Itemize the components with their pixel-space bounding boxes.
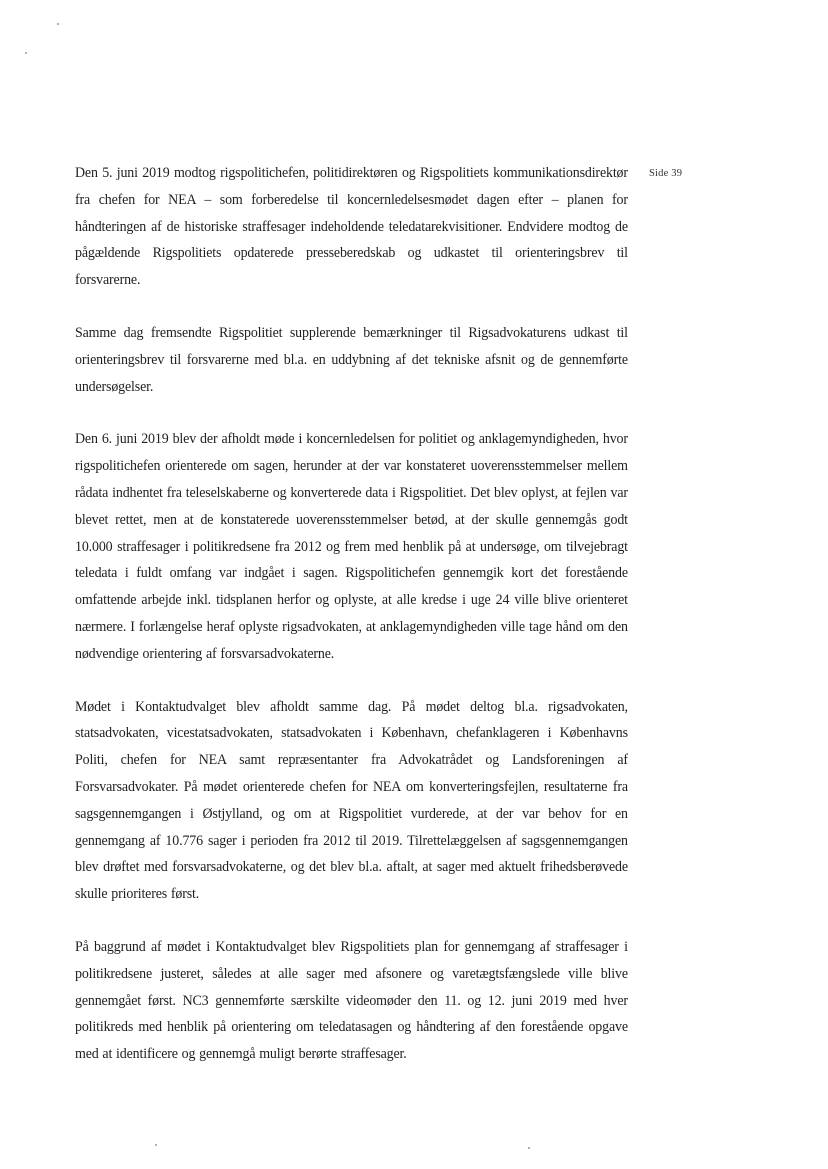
paragraph: Den 5. juni 2019 modtog rigspolitichefen, politidirektøren og Rigspolitiets kommunikationsdirektør fra chefen for NEA – som forberedelse til koncernledelsesmødet dagen efter – planen for håndteringen af de historiske straffesager indeholdende teledatarekvisitioner. Endvidere modtog de pågældende Rigspolitiets opdaterede presseberedskab og udkastet til orienteringsbrev til forsvarerne. <box>75 165 628 289</box>
paragraph: Den 6. juni 2019 blev der afholdt møde i koncernledelsen for politiet og anklagemyndigheden, hvor rigspolitichefen orienterede om sagen, herunder at der var konstateret uoverensstemmelser mellem rådata indhentet fra teleselskaberne og konverterede data i Rigspolitiet. Det blev oplyst, at fejlen var blevet rettet, men at de konstaterede uoverensstemmelser betød, at der skulle gennemgås godt 10.000 straffesager i politikredsene fra 2012 og frem med henblik på at undersøge, om tilvejebragt teledata i fuldt omfang var indgået i sagen. Rigspolitichefen gennemgik kort det forestående omfattende arbejde inkl. tidsplanen herfor og oplyste, at alle kredse i uge 24 ville blive orienteret nærmere. I forlængelse heraf oplyste rigsadvokaten, at anklagemyndigheden ville tage hånd om den nødvendige orientering af forsvarsadvokaterne. <box>75 431 628 662</box>
scan-speck <box>25 52 27 54</box>
scan-speck <box>528 1147 530 1149</box>
paragraph: På baggrund af mødet i Kontaktudvalget blev Rigspolitiets plan for gennemgang af straffesager i politikredsene justeret, således at alle sager med afsonere og varetægtsfængslede ville blive gennemgået først. NC3 gennemførte særskilte videomøder den 11. og 12. juni 2019 med hver politikreds med henblik på orientering om teledatasagen og håndtering af den forestående opgave med at identificere og gennemgå muligt berørte straffesager. <box>75 938 628 1063</box>
body-text <box>75 160 628 1094</box>
scan-speck <box>57 23 59 25</box>
scan-speck <box>155 1144 157 1146</box>
paragraph: Mødet i Kontaktudvalget blev afholdt samme dag. På mødet deltog bl.a. rigsadvokaten, statsadvokaten, vicestatsadvokaten, statsadvokaten i København, chefanklageren i Københavns Politi, chefen for NEA samt repræsentanter fra Advokatrådet og Landsforeningen af Forsvarsadvokater. På mødet orienterede chefen for NEA om konverteringsfejlen, resultaterne fra sagsgennemgangen i Østjylland, og om at Rigspolitiet vurderede, at der var behov for en gennemgang af 10.776 sager i perioden fra 2012 til 2019. Tilrettelæggelsen af sagsgennemgangen blev drøftet med forsvarsadvokaterne, og det blev bl.a. aftalt, at sager med aktuelt frihedsberøvede skulle prioriteres først. <box>75 698 628 903</box>
page-number: Side 39 <box>649 168 683 179</box>
paragraph: Samme dag fremsendte Rigspolitiet supplerende bemærkninger til Rigsadvokaturens udkast til orienteringsbrev til forsvarerne med bl.a. en uddybning af det tekniske afsnit og de gennemførte undersøgelser. <box>75 324 628 395</box>
